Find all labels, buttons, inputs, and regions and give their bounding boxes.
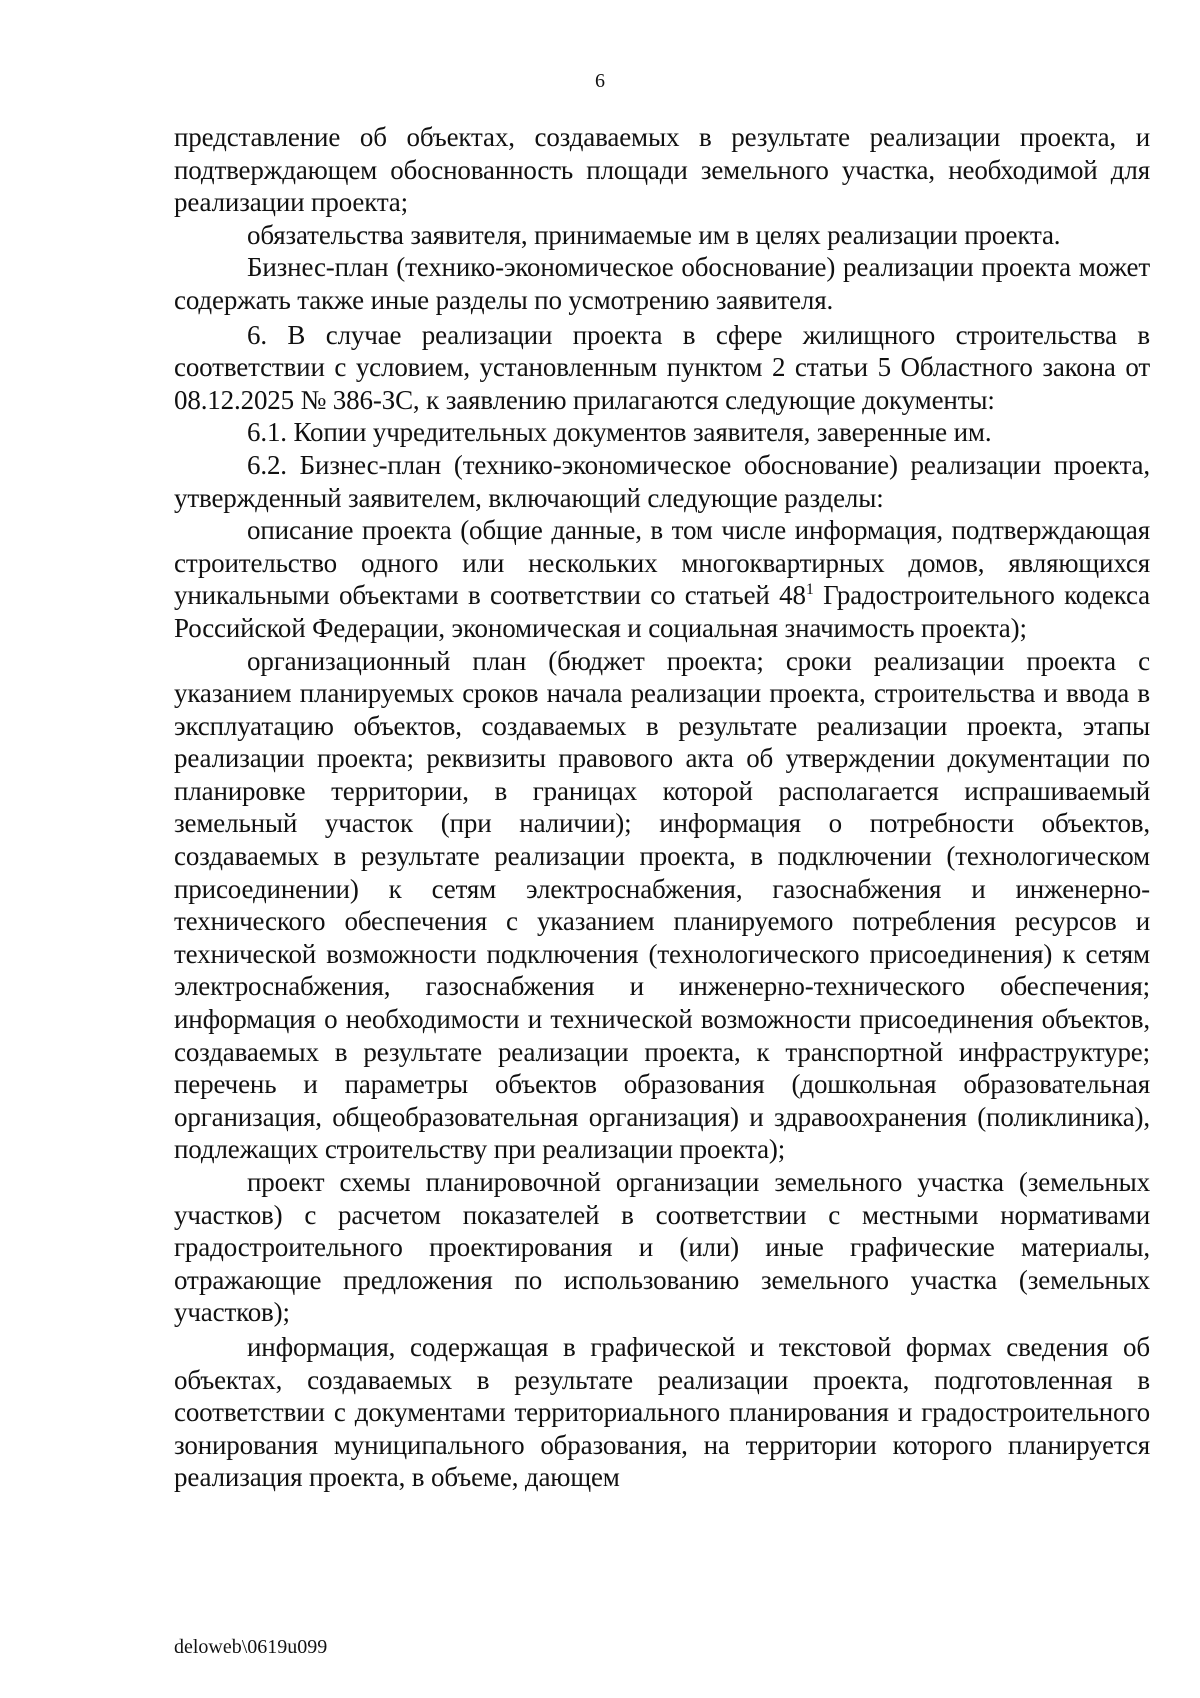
paragraph-planning-scheme: проект схемы планировочной организации земельного участка (земельных участков) с расчетом показателей в соответствии с местными нормативами градостроительного проектирования и (или) иные графические материалы, отражающие предложения по использованию земельного участка (земельных участков); (174, 1167, 1150, 1328)
page-number: 6 (595, 70, 605, 92)
superscript-article-index: 1 (805, 581, 814, 599)
paragraph-project-description-text: описание проекта (общие данные, в том числе информация, подтверждающая строительство одного или нескольких многоквартирных домов, являющихся уникальными объектами в соответствии со статьей 48 (174, 515, 1150, 611)
paragraph-item-6: 6. В случае реализации проекта в сфере жилищного строительства в соответствии с условием, установленным пунктом 2 статьи 5 Областного закона от 08.12.2025 № 386-ЗС, к заявлению прилагаются следующие документы: (174, 319, 1150, 415)
document-body (174, 121, 1150, 1494)
paragraph-business-plan-note: Бизнес-план (технико-экономическое обоснование) реализации проекта может содержать также иные разделы по усмотрению заявителя. (174, 252, 1150, 315)
paragraph-item-6-1: 6.1. Копии учредительных документов заявителя, заверенные им. (247, 417, 992, 448)
paragraph-organizational-plan: организационный план (бюджет проекта; сроки реализации проекта с указанием планируемых сроков начала реализации проекта, строительства и ввода в эксплуатацию объектов, создаваемых в результате реализации проекта, этапы реализации проекта; реквизиты правового акта об утверждении документации по планировке территории, в границах которой располагается испрашиваемый земельный участок (при наличии); информация о потребности объектов, создаваемых в результате реализации проекта, в подключении (технологическом присоединении) к сетям электроснабжения, газоснабжения и инженерно-технического обеспечения с указанием планируемого потребления ресурсов и технической возможности подключения (технологического присоединения) к сетям электроснабжения, газоснабжения и инженерно-технического обеспечения; информация о необходимости и технической возможности присоединения объектов, создаваемых в результате реализации проекта, к транспортной инфраструктуре; перечень и параметры объектов образования (дошкольная образовательная организация, общеобразовательная организация) и здравоохранения (поликлиника), подлежащих строительству при реализации проекта); (174, 645, 1150, 1165)
paragraph-continuation: представление об объектах, создаваемых в результате реализации проекта, и подтверждающем обоснованность площади земельного участка, необходимой для реализации проекта; (174, 122, 1150, 218)
footer-document-code: deloweb\0619u099 (174, 1636, 328, 1658)
paragraph-graphic-information: информация, содержащая в графической и текстовой формах сведения об объектах, создаваемых в результате реализации проекта, подготовленная в соответствии с документами территориального планирования и градостроительного зонирования муниципального образования, на территории которого планируется реализация проекта, в объеме, дающем (174, 1331, 1150, 1493)
paragraph-project-description-tail: Градостроительного кодекса Российской Федерации, экономическая и социальная значимость проекта); (174, 580, 1150, 643)
paragraph-item-6-2: 6.2. Бизнес-план (технико-экономическое обоснование) реализации проекта, утвержденный заявителем, включающий следующие разделы: (174, 449, 1150, 513)
paragraph-obligations: обязательства заявителя, принимаемые им в целях реализации проекта. (247, 219, 1061, 250)
paragraph-project-description (174, 514, 1150, 644)
